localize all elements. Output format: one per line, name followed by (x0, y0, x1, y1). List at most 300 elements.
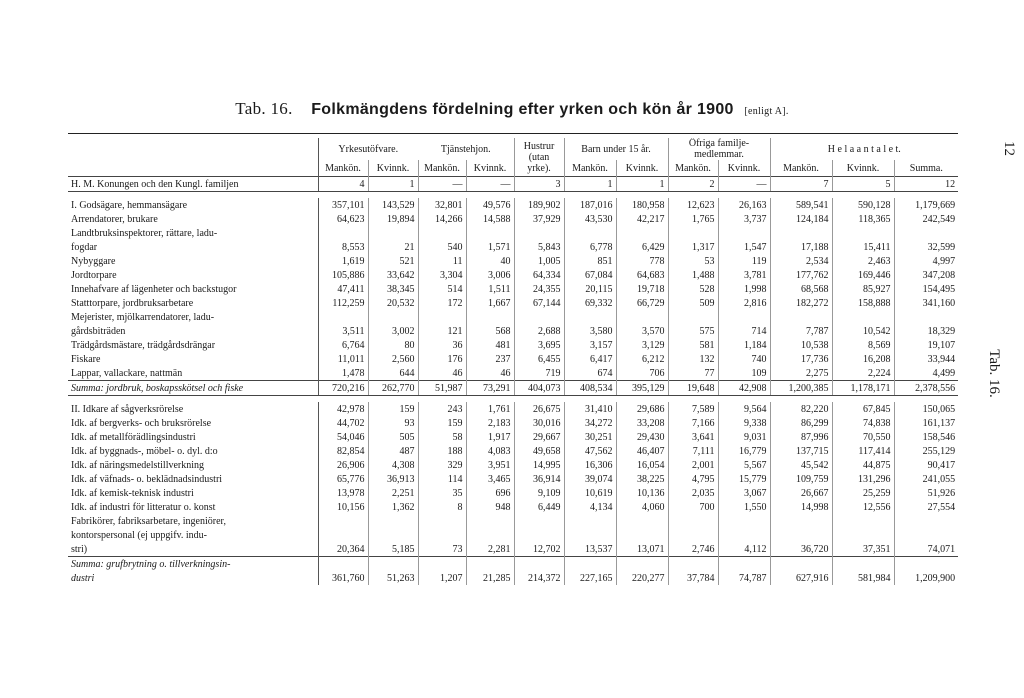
row-value: 7 (770, 177, 832, 192)
row-value: 487 (368, 444, 418, 458)
row-value: 21,285 (466, 571, 514, 585)
row-value: 67,144 (514, 296, 564, 310)
table-row (68, 542, 958, 557)
row-value: 1,179,669 (894, 198, 958, 212)
row-value: 361,760 (318, 571, 368, 585)
row-value: 4,997 (894, 254, 958, 268)
row-value: 17,736 (770, 352, 832, 366)
row-value: 3,304 (418, 268, 466, 282)
row-value: 589,541 (770, 198, 832, 212)
row-value: 8,569 (832, 338, 894, 352)
row-value: 341,160 (894, 296, 958, 310)
row-label: Idk. af industri för litteratur o. konst (68, 500, 318, 514)
row-label: Summa: grufbrytning o. tillverkningsin- (68, 557, 318, 572)
row-value (718, 528, 770, 542)
row-value: 2,224 (832, 366, 894, 381)
row-value: 158,546 (894, 430, 958, 444)
row-value: 12,702 (514, 542, 564, 557)
row-value: 3,570 (616, 324, 668, 338)
row-value (418, 528, 466, 542)
row-value: 13,978 (318, 486, 368, 500)
row-value: 404,073 (514, 381, 564, 396)
table-row (68, 381, 958, 396)
row-label: dustri (68, 571, 318, 585)
subheader-11: Summa. (894, 160, 958, 177)
row-label: Statttorpare, jordbruksarbetare (68, 296, 318, 310)
row-value: 64,623 (318, 212, 368, 226)
row-value: 29,667 (514, 430, 564, 444)
row-label: Landtbruksinspektorer, rättare, ladu- (68, 226, 318, 240)
row-value: 2,534 (770, 254, 832, 268)
row-value: 1,550 (718, 500, 770, 514)
row-value: 1,178,171 (832, 381, 894, 396)
subheader-0: Mankön. (318, 160, 368, 177)
row-value: 53 (668, 254, 718, 268)
row-value: 118,365 (832, 212, 894, 226)
row-value: 1 (564, 177, 616, 192)
row-value (616, 557, 668, 572)
table-title (0, 99, 1024, 119)
row-value: 851 (564, 254, 616, 268)
row-value: 2,816 (718, 296, 770, 310)
row-value: 1,200,385 (770, 381, 832, 396)
row-value (466, 557, 514, 572)
table-row (68, 486, 958, 500)
row-value: — (718, 177, 770, 192)
row-value: 172 (418, 296, 466, 310)
row-value: 575 (668, 324, 718, 338)
row-label: Fabrikörer, fabriksarbetare, ingeniörer, (68, 514, 318, 528)
row-value: 3,695 (514, 338, 564, 352)
row-value: 243 (418, 402, 466, 416)
row-value: 19,648 (668, 381, 718, 396)
row-value: 528 (668, 282, 718, 296)
row-value: 43,530 (564, 212, 616, 226)
row-value: 778 (616, 254, 668, 268)
row-value: 4,308 (368, 458, 418, 472)
side-tab-label: Tab. 16. (986, 349, 1003, 398)
row-value: 255,129 (894, 444, 958, 458)
row-value (466, 528, 514, 542)
row-value (668, 514, 718, 528)
row-value: 159 (368, 402, 418, 416)
row-value: 93 (368, 416, 418, 430)
row-value: 16,306 (564, 458, 616, 472)
row-value: 2 (668, 177, 718, 192)
row-value: 395,129 (616, 381, 668, 396)
row-value: 51,263 (368, 571, 418, 585)
row-value: 74,787 (718, 571, 770, 585)
row-value (832, 528, 894, 542)
row-value (894, 226, 958, 240)
row-value: 714 (718, 324, 770, 338)
row-value: 49,576 (466, 198, 514, 212)
row-value: 16,779 (718, 444, 770, 458)
subheader-7: Mankön. (668, 160, 718, 177)
row-value: 6,212 (616, 352, 668, 366)
subheader-1: Kvinnk. (368, 160, 418, 177)
row-label: Idk. af bergverks- och bruksrörelse (68, 416, 318, 430)
row-value: 1,005 (514, 254, 564, 268)
row-value: 11,011 (318, 352, 368, 366)
row-value: 26,163 (718, 198, 770, 212)
row-value: 45,542 (770, 458, 832, 472)
row-value: 44,875 (832, 458, 894, 472)
table-row (68, 324, 958, 338)
row-value: 2,688 (514, 324, 564, 338)
table-row (68, 212, 958, 226)
row-value (832, 557, 894, 572)
row-value: 568 (466, 324, 514, 338)
row-value: 3,737 (718, 212, 770, 226)
row-value (514, 226, 564, 240)
row-value: 408,534 (564, 381, 616, 396)
row-value: 69,332 (564, 296, 616, 310)
row-value: 237 (466, 352, 514, 366)
row-value: 132 (668, 352, 718, 366)
row-value: 14,266 (418, 212, 466, 226)
row-value (718, 557, 770, 572)
row-value (770, 557, 832, 572)
row-value: 51,926 (894, 486, 958, 500)
row-value: 114 (418, 472, 466, 486)
row-value: 627,916 (770, 571, 832, 585)
row-value (368, 226, 418, 240)
row-value (668, 528, 718, 542)
row-value: 65,776 (318, 472, 368, 486)
row-label: Idk. af kemisk-teknisk industri (68, 486, 318, 500)
row-label: Idk. af näringsmedelstillverkning (68, 458, 318, 472)
row-label: gårdsbiträden (68, 324, 318, 338)
row-value: 3,781 (718, 268, 770, 282)
row-value: 1,619 (318, 254, 368, 268)
row-value: 46 (466, 366, 514, 381)
row-value (564, 557, 616, 572)
row-value: 87,996 (770, 430, 832, 444)
row-value: 2,001 (668, 458, 718, 472)
row-value: 242,549 (894, 212, 958, 226)
row-value: 220,277 (616, 571, 668, 585)
row-value: 20,532 (368, 296, 418, 310)
row-value: 5,843 (514, 240, 564, 254)
row-value: 37,351 (832, 542, 894, 557)
row-value: 158,888 (832, 296, 894, 310)
row-value: 2,281 (466, 542, 514, 557)
row-value: 5 (832, 177, 894, 192)
row-value: 3,951 (466, 458, 514, 472)
row-value: 1 (616, 177, 668, 192)
row-label: Fiskare (68, 352, 318, 366)
row-value: 1,478 (318, 366, 368, 381)
row-value: 674 (564, 366, 616, 381)
table-row (68, 338, 958, 352)
row-value: 4,795 (668, 472, 718, 486)
row-value: 10,542 (832, 324, 894, 338)
table-row (68, 557, 958, 572)
row-value: 2,378,556 (894, 381, 958, 396)
row-value: 177,762 (770, 268, 832, 282)
row-value (318, 514, 368, 528)
row-value: 14,998 (770, 500, 832, 514)
row-value: 720,216 (318, 381, 368, 396)
row-value: 47,562 (564, 444, 616, 458)
row-value: 6,455 (514, 352, 564, 366)
row-value: 30,016 (514, 416, 564, 430)
row-value: 6,417 (564, 352, 616, 366)
row-value: 1,765 (668, 212, 718, 226)
row-value (368, 528, 418, 542)
row-value: 51,987 (418, 381, 466, 396)
row-value (318, 310, 368, 324)
row-value: 161,137 (894, 416, 958, 430)
row-value: 54,046 (318, 430, 368, 444)
row-value: 74,838 (832, 416, 894, 430)
row-value (770, 310, 832, 324)
table-row (68, 500, 958, 514)
row-value: 1,207 (418, 571, 466, 585)
row-value (418, 226, 466, 240)
row-label: Summa: jordbruk, boskapsskötsel och fiske (68, 381, 318, 396)
subheader-6: Kvinnk. (616, 160, 668, 177)
row-value: 35 (418, 486, 466, 500)
row-value (616, 310, 668, 324)
row-value: 40 (466, 254, 514, 268)
row-value: 33,642 (368, 268, 418, 282)
row-value: 2,183 (466, 416, 514, 430)
row-value (770, 226, 832, 240)
row-label: kontorspersonal (ej uppgifv. indu- (68, 528, 318, 542)
row-value: 44,702 (318, 416, 368, 430)
row-value: 5,185 (368, 542, 418, 557)
row-value: 68,568 (770, 282, 832, 296)
row-label: Arrendatorer, brukare (68, 212, 318, 226)
row-value: 3,129 (616, 338, 668, 352)
row-value: — (418, 177, 466, 192)
row-value (770, 528, 832, 542)
row-value: 2,275 (770, 366, 832, 381)
row-value: 19,894 (368, 212, 418, 226)
table-row (68, 528, 958, 542)
row-value: 7,589 (668, 402, 718, 416)
row-value (318, 557, 368, 572)
row-value (668, 557, 718, 572)
row-value: 1 (368, 177, 418, 192)
row-value: 77 (668, 366, 718, 381)
row-value (466, 310, 514, 324)
row-value: 188 (418, 444, 466, 458)
table-row (68, 240, 958, 254)
row-value: 64,334 (514, 268, 564, 282)
row-value: 9,564 (718, 402, 770, 416)
row-value: 2,251 (368, 486, 418, 500)
table-row (68, 226, 958, 240)
row-value: 37,929 (514, 212, 564, 226)
row-value: 33,944 (894, 352, 958, 366)
row-value: 7,166 (668, 416, 718, 430)
row-value: 590,128 (832, 198, 894, 212)
row-value: 109,759 (770, 472, 832, 486)
row-value: 49,658 (514, 444, 564, 458)
row-label: Lappar, vallackare, nattmän (68, 366, 318, 381)
row-value: 137,715 (770, 444, 832, 458)
row-value: 700 (668, 500, 718, 514)
row-value: 1,547 (718, 240, 770, 254)
row-value (318, 226, 368, 240)
row-value (832, 226, 894, 240)
row-value (418, 514, 466, 528)
row-value: 13,537 (564, 542, 616, 557)
row-value: 8 (418, 500, 466, 514)
row-value (616, 226, 668, 240)
row-value: 117,414 (832, 444, 894, 458)
row-value: 26,667 (770, 486, 832, 500)
row-value: 17,188 (770, 240, 832, 254)
subheader-3: Kvinnk. (466, 160, 514, 177)
row-label: fogdar (68, 240, 318, 254)
row-value: 86,299 (770, 416, 832, 430)
row-value (770, 514, 832, 528)
row-value: 66,729 (616, 296, 668, 310)
row-value: — (466, 177, 514, 192)
header-ofriga: Öfriga familje- medlemmar. (668, 138, 770, 160)
row-value: 3,067 (718, 486, 770, 500)
row-value: 1,184 (718, 338, 770, 352)
row-value: 26,675 (514, 402, 564, 416)
row-value: 3,511 (318, 324, 368, 338)
row-value: 46 (418, 366, 466, 381)
row-value (894, 514, 958, 528)
row-value: 154,495 (894, 282, 958, 296)
table-row (68, 458, 958, 472)
row-value: 4 (318, 177, 368, 192)
row-value: 189,902 (514, 198, 564, 212)
subheader-10: Kvinnk. (832, 160, 894, 177)
row-value: 121 (418, 324, 466, 338)
row-value: 182,272 (770, 296, 832, 310)
row-value: 1,998 (718, 282, 770, 296)
subheader-5: Mankön. (564, 160, 616, 177)
row-value: 696 (466, 486, 514, 500)
row-value: 36,913 (368, 472, 418, 486)
row-label: H. M. Konungen och den Kungl. familjen (68, 177, 318, 192)
row-value: 187,016 (564, 198, 616, 212)
table-row (68, 416, 958, 430)
table-row (68, 282, 958, 296)
table-row (68, 444, 958, 458)
row-value: 948 (466, 500, 514, 514)
row-value (368, 514, 418, 528)
row-value (832, 514, 894, 528)
header-barn: Barn under 15 år. (564, 138, 668, 160)
row-value: 5,567 (718, 458, 770, 472)
row-value: 14,995 (514, 458, 564, 472)
row-value: 74,071 (894, 542, 958, 557)
row-value: 262,770 (368, 381, 418, 396)
row-value: 85,927 (832, 282, 894, 296)
row-value: 180,958 (616, 198, 668, 212)
row-value (894, 310, 958, 324)
table-note: [enligt A]. (744, 106, 789, 117)
row-value: 4,112 (718, 542, 770, 557)
row-value: 514 (418, 282, 466, 296)
row-value: 2,560 (368, 352, 418, 366)
row-value: 3,157 (564, 338, 616, 352)
row-value: 36,720 (770, 542, 832, 557)
row-value: 14,588 (466, 212, 514, 226)
row-value: 481 (466, 338, 514, 352)
row-value (668, 226, 718, 240)
table-number: Tab. 16. (235, 99, 293, 118)
row-value: 1,667 (466, 296, 514, 310)
row-value: 64,683 (616, 268, 668, 282)
subheader-2: Mankön. (418, 160, 466, 177)
row-value: 47,411 (318, 282, 368, 296)
row-value: 73,291 (466, 381, 514, 396)
row-value: 24,355 (514, 282, 564, 296)
row-value: 1,761 (466, 402, 514, 416)
row-value (514, 528, 564, 542)
table-row (68, 352, 958, 366)
row-value (718, 310, 770, 324)
row-value: 1,511 (466, 282, 514, 296)
row-value: 37,784 (668, 571, 718, 585)
row-value: 20,364 (318, 542, 368, 557)
row-value: 33,208 (616, 416, 668, 430)
row-value: 34,272 (564, 416, 616, 430)
table-row (68, 177, 958, 192)
row-value: 357,101 (318, 198, 368, 212)
row-value: 540 (418, 240, 466, 254)
row-value: 3,580 (564, 324, 616, 338)
row-value: 6,778 (564, 240, 616, 254)
row-value: 7,111 (668, 444, 718, 458)
row-label: Idk. af metallförädlingsindustri (68, 430, 318, 444)
table-row (68, 402, 958, 416)
row-value: 112,259 (318, 296, 368, 310)
row-value: 2,463 (832, 254, 894, 268)
row-value (368, 557, 418, 572)
row-value: 109 (718, 366, 770, 381)
row-value: 3,002 (368, 324, 418, 338)
row-value: 32,801 (418, 198, 466, 212)
row-value: 15,411 (832, 240, 894, 254)
row-label: Idk. af byggnads-, möbel- o. dyl. d:o (68, 444, 318, 458)
row-value: 347,208 (894, 268, 958, 282)
row-value: 70,550 (832, 430, 894, 444)
row-label: II. Idkare af sågverksrörelse (68, 402, 318, 416)
row-value: 36 (418, 338, 466, 352)
row-value: 73 (418, 542, 466, 557)
table-row (68, 254, 958, 268)
row-value (418, 310, 466, 324)
row-value: 1,488 (668, 268, 718, 282)
row-value: 29,430 (616, 430, 668, 444)
row-value: 9,338 (718, 416, 770, 430)
row-value: 6,429 (616, 240, 668, 254)
row-value: 30,251 (564, 430, 616, 444)
row-value: 3 (514, 177, 564, 192)
row-value: 9,031 (718, 430, 770, 444)
row-value: 10,156 (318, 500, 368, 514)
row-value (466, 226, 514, 240)
row-value: 644 (368, 366, 418, 381)
table-heading: Folkmängdens fördelning efter yrken och kön år 1900 (311, 101, 734, 118)
row-label: stri) (68, 542, 318, 557)
row-value: 1,571 (466, 240, 514, 254)
row-value: 19,107 (894, 338, 958, 352)
row-value: 143,529 (368, 198, 418, 212)
row-value: 105,886 (318, 268, 368, 282)
